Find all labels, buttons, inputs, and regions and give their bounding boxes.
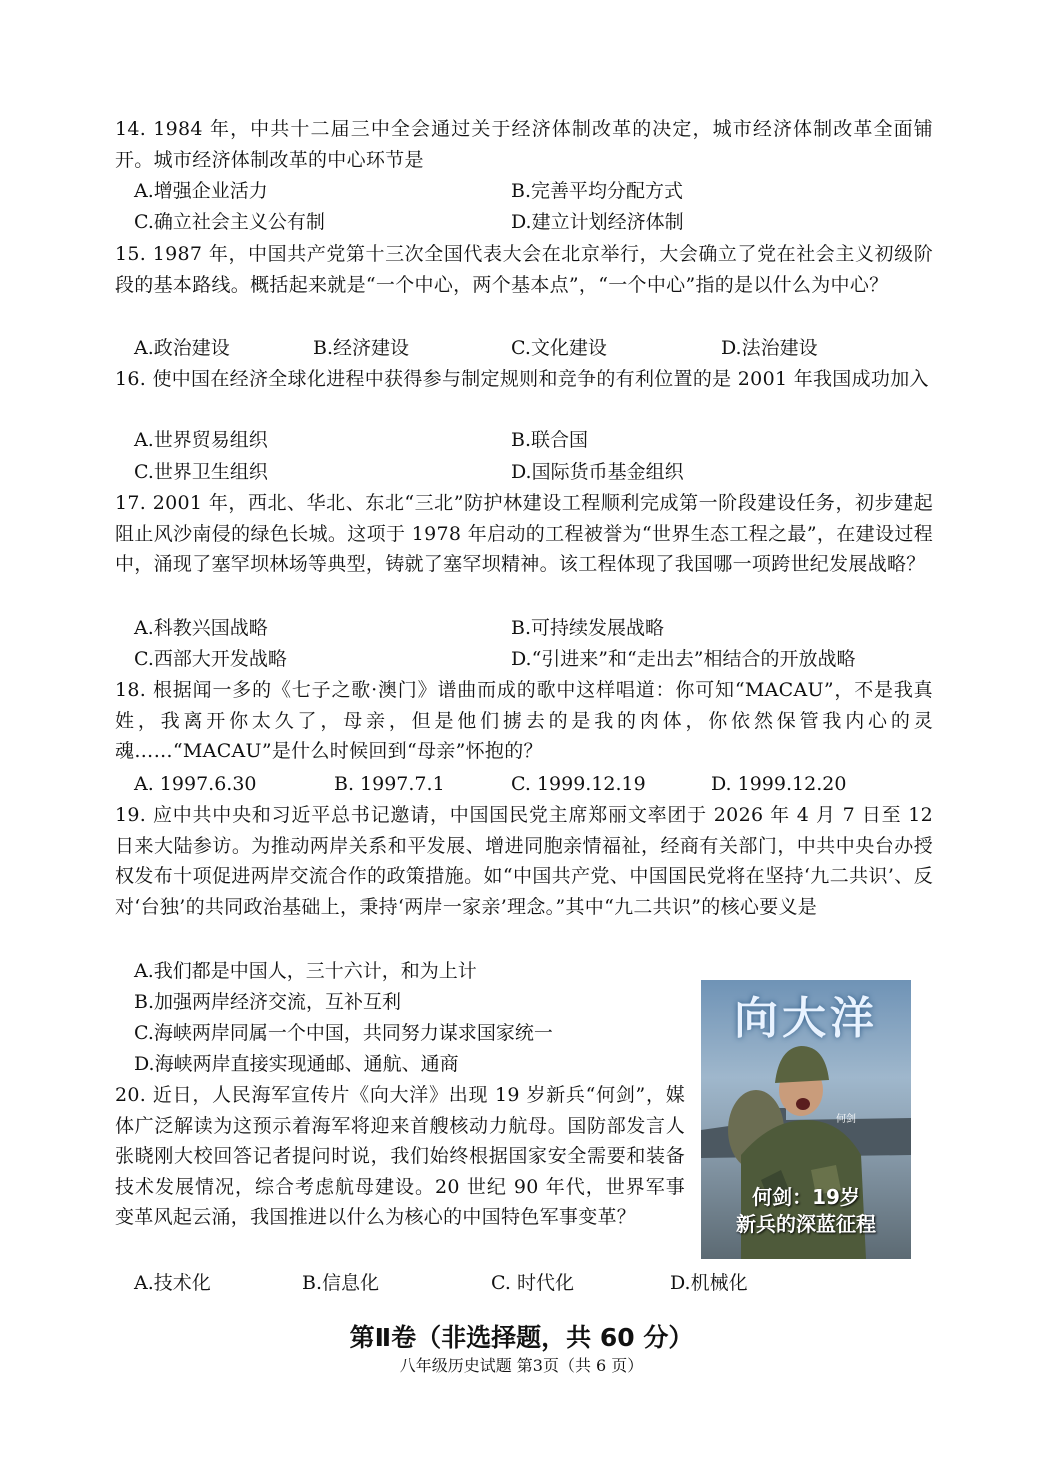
question-14: 14. 1984 年，中共十二届三中全会通过关于经济体制改革的决定，城市经济体制改革全面铺开。城市经济体制改革的中心环节是 [115,118,933,171]
q18-option-c: C. 1999.12.19 [511,773,646,795]
q18-option-b: B. 1997.7.1 [334,773,445,795]
q17-option-d: D.“引进来”和“走出去”相结合的开放战略 [511,648,856,670]
q16-option-b: B.联合国 [511,429,589,451]
q15-option-d: D.法治建设 [721,337,818,359]
q16-option-a: A.世界贸易组织 [134,429,268,451]
q14-option-d: D.建立计划经济体制 [511,211,684,233]
q18-option-d: D. 1999.12.20 [711,773,847,795]
question-18: 18. 根据闻一多的《七子之歌·澳门》谱曲而成的歌中这样唱道：你可知“MACAU”，不是我真姓，我离开你太久了，母亲，但是他们掳去的是我的肉体，你依然保管我内心的灵魂……“MACAU”是什么时候回到“母亲”怀抱的？ [115,679,933,762]
poster-subtitle-1: 何剑：19岁 [752,1185,860,1209]
q15-option-b: B.经济建设 [313,337,410,359]
q17-option-a: A.科教兴国战略 [134,617,268,639]
question-17: 17. 2001 年，西北、华北、东北“三北”防护林建设工程顺利完成第一阶段建设任务，初步建起阻止风沙南侵的绿色长城。这项于 1978 年启动的工程被誉为“世界生态工程之最”，在建设过程中，涌现了塞罕坝林场等典型，铸就了塞罕坝精神。该工程体现了我国哪一项跨世纪发展战略？ [115,492,933,575]
poster-image [701,980,911,1259]
q14-option-b: B.完善平均分配方式 [511,180,684,202]
q19-option-a: A.我们都是中国人，三十六计，和为上计 [134,960,477,982]
question-19: 19. 应中共中央和习近平总书记邀请，中国国民党主席郑丽文率团于 2026 年 4 月 7 日至 12 日来大陆参访。为推动两岸关系和平发展、增进同胞亲情福祉，经商有关部门，中共中央台办授权发布十项促进两岸交流合作的政策措施。如“中国共产党、中国国民党将在坚持‘九二共识’、反对‘台独’的共同政治基础上，秉持‘两岸一家亲’理念。”其中“九二共识”的核心要义是 [115,804,933,918]
q19-option-c: C.海峡两岸同属一个中国，共同努力谋求国家统一 [134,1022,553,1044]
question-20: 20. 近日，人民海军宣传片《向大洋》出现 19 岁新兵“何剑”，媒体广泛解读为这预示着海军将迎来首艘核动力航母。国防部发言人张晓刚大校回答记者提问时说，我们始终根据国家安全需要和装备技术发展情况，综合考虑航母建设。20 世纪 90 年代，世界军事变革风起云涌，我国推进以什么为核心的中国特色军事变革？ [115,1084,685,1228]
q17-option-b: B.可持续发展战略 [511,617,665,639]
q15-option-a: A.政治建设 [134,337,230,359]
q17-option-c: C.西部大开发战略 [134,648,287,670]
page-footer: 八年级历史试题 第3页（共 6 页） [399,1356,644,1375]
q19-option-b: B.加强两岸经济交流，互补互利 [134,991,402,1013]
q20-option-c: C. 时代化 [491,1272,574,1294]
part-two-title: 第Ⅱ卷（非选择题，共 60 分） [349,1323,694,1352]
question-16: 16. 使中国在经济全球化进程中获得参与制定规则和竞争的有利位置的是 2001 年我国成功加入 [115,368,929,390]
q16-option-d: D.国际货币基金组织 [511,461,684,483]
poster-title: 向大洋 [734,993,878,1044]
q16-option-c: C.世界卫生组织 [134,461,268,483]
q20-option-d: D.机械化 [670,1272,748,1294]
q20-option-a: A.技术化 [134,1272,211,1294]
q19-option-d: D.海峡两岸直接实现通邮、通航、通商 [134,1053,459,1075]
question-15: 15. 1987 年，中国共产党第十三次全国代表大会在北京举行，大会确立了党在社会主义初级阶段的基本路线。概括起来就是“一个中心，两个基本点”，“一个中心”指的是以什么为中心？ [115,243,933,296]
q15-option-c: C.文化建设 [511,337,607,359]
q14-option-a: A.增强企业活力 [134,180,268,202]
q20-option-b: B.信息化 [302,1272,380,1294]
poster-subtitle-2: 新兵的深蓝征程 [736,1212,876,1236]
q18-option-a: A. 1997.6.30 [134,773,257,795]
poster-name-tag: 何剑 [836,1114,856,1125]
q14-option-c: C.确立社会主义公有制 [134,211,325,233]
